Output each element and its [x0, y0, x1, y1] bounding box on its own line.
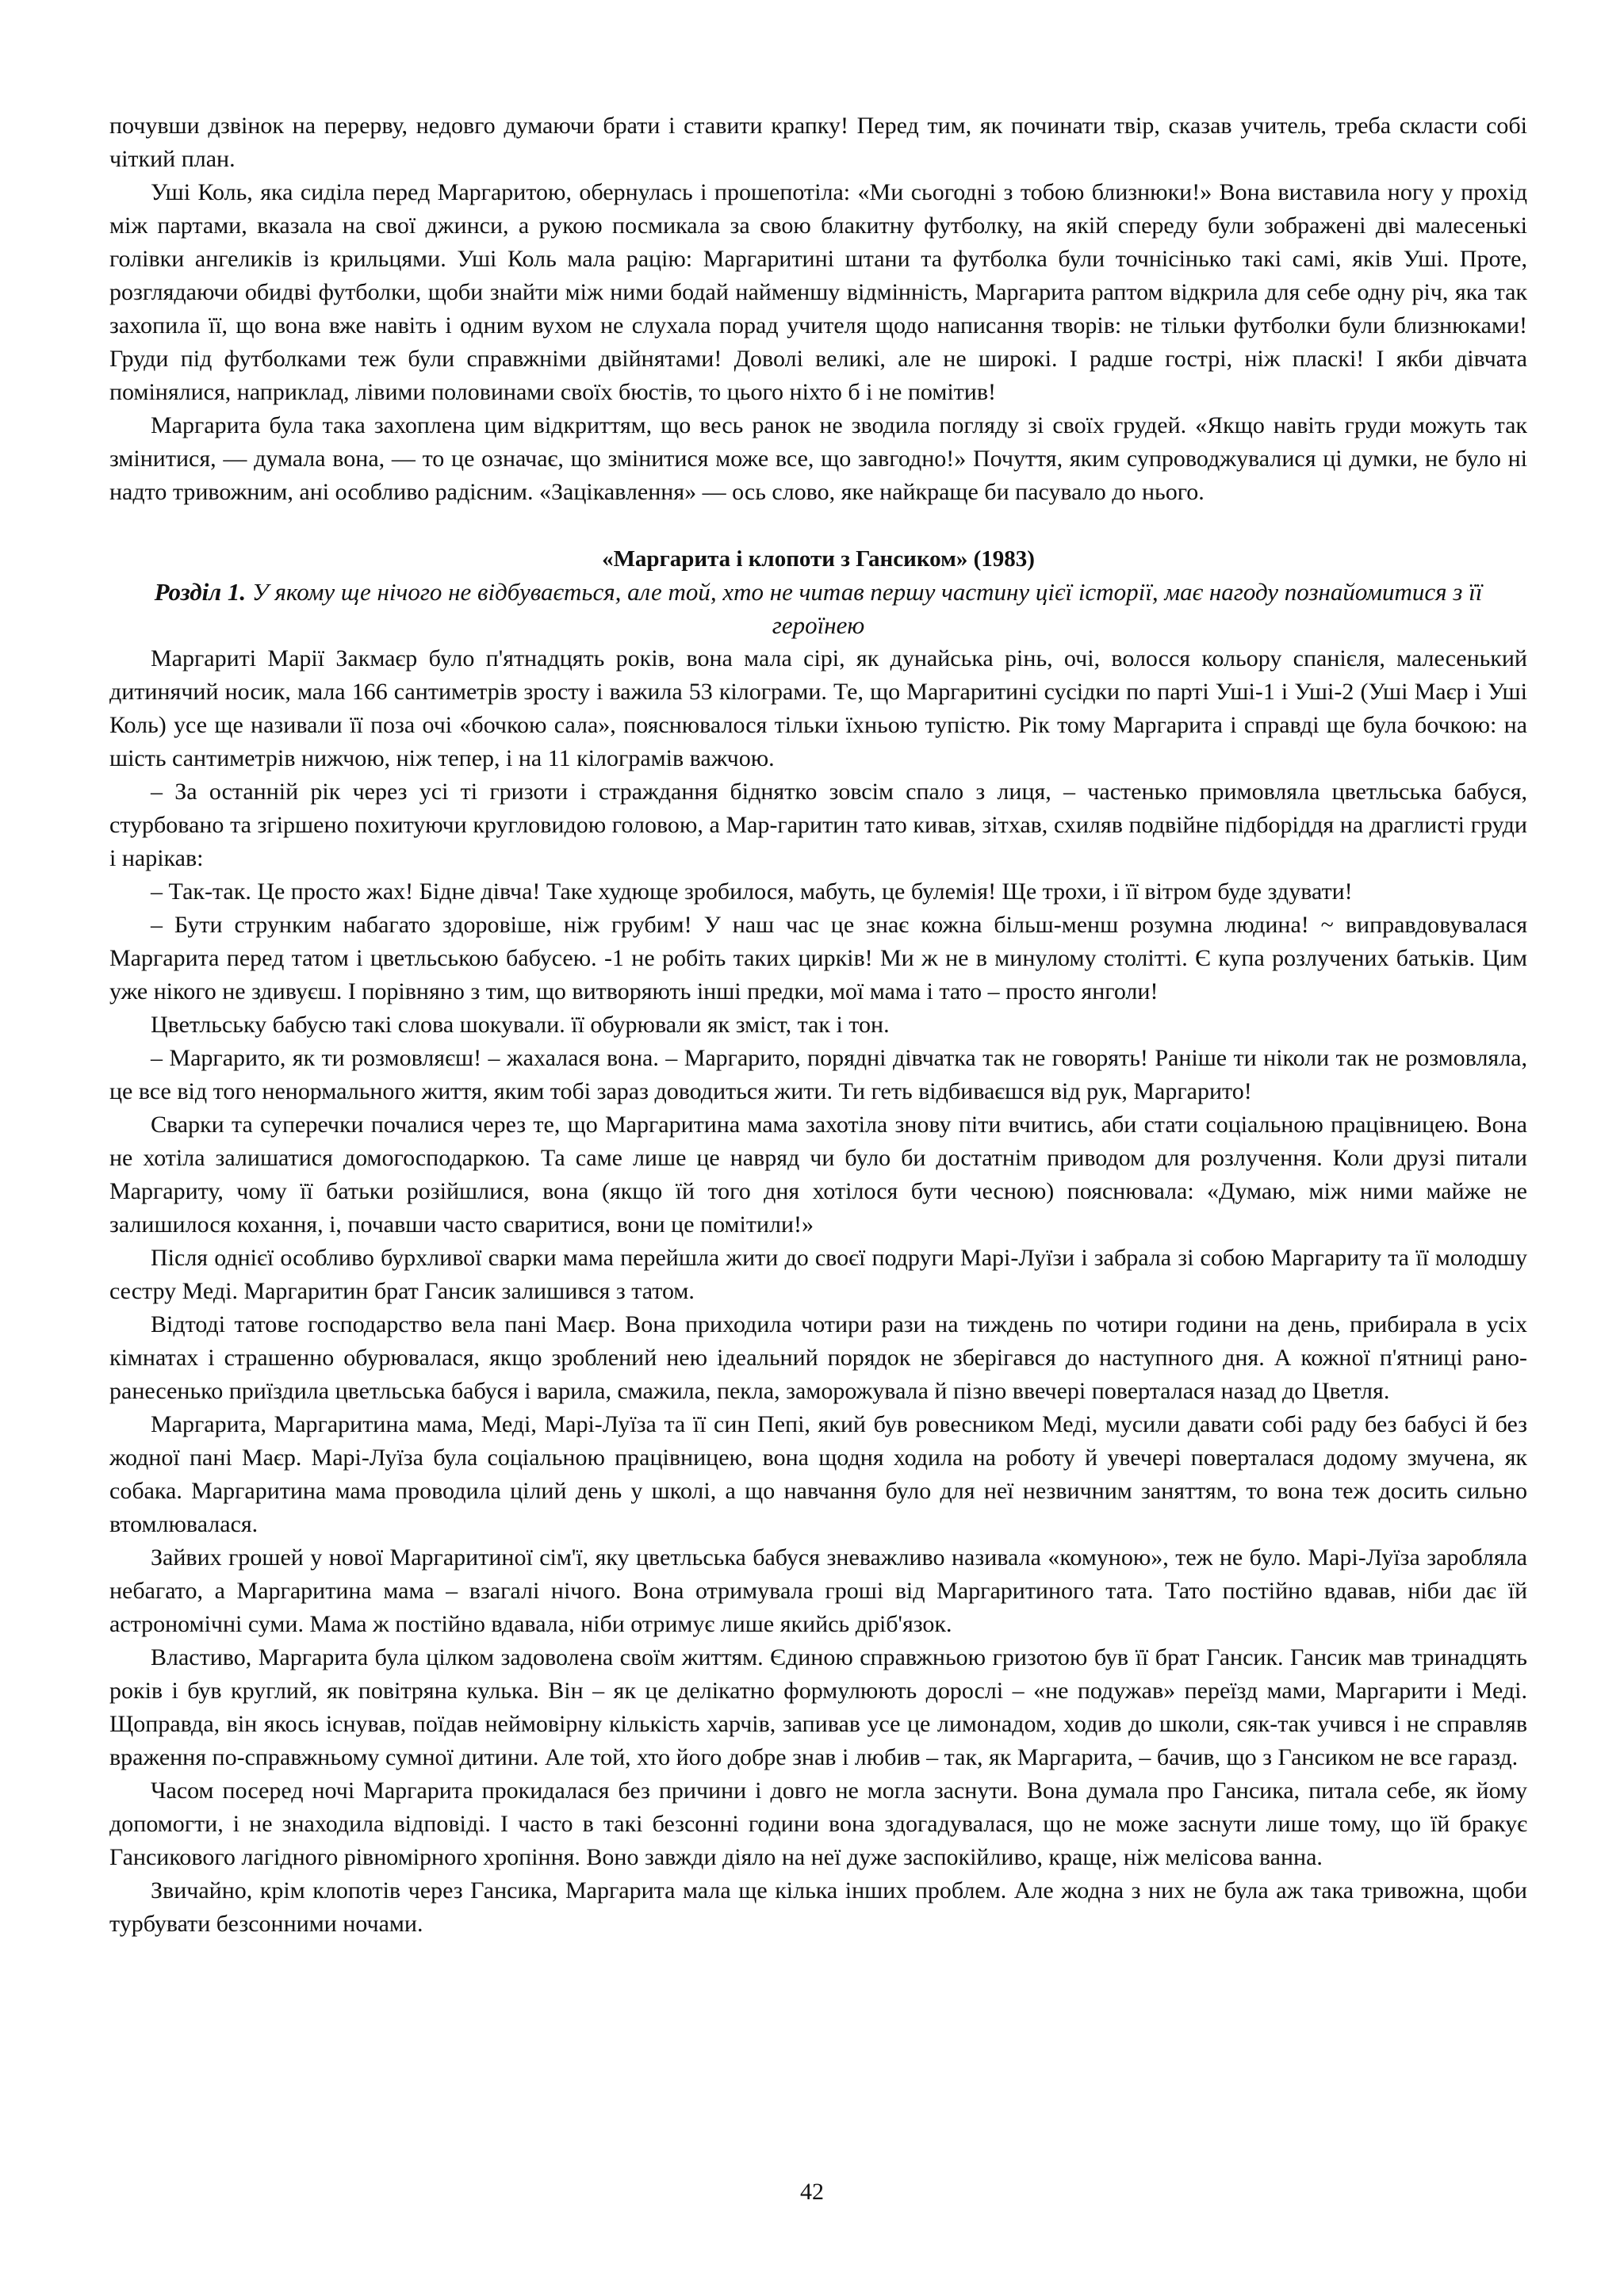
- paragraph: – Так-так. Це просто жах! Бідне дівча! Таке худюще зробилося, мабуть, це булемія! Ще трохи, і її вітром буде здувати!: [151, 878, 1353, 905]
- paragraph: Маргариті Марії Закмаєр було п'ятнадцять років, вона мала сірі, як дунайська рінь, очі, волосся кольору спанієля, малесенький дитинячий носик, мала 166 сантиметрів зросту і важила 53 кілограми. Те, що Маргаритині сусідки по парті Уші-1 і Уші-2 (Уші Маєр і Уші Коль) усе ще називали її поза очі «бочкою сала», пояснювалося тільки їхньою тупістю. Рік тому Маргарита і справді ще була бочкою: на шість сантиметрів нижчою, ніж тепер, і на 11 кілограмів важчою.: [109, 645, 1527, 771]
- paragraph: Після однієї особливо бурхливої сварки мама перейшла жити до своєї подруги Марі-Луїзи і забрала зі собою Маргариту та її молодшу сестру Меді. Маргаритин брат Гансик залишився з татом.: [109, 1245, 1527, 1304]
- paragraph: Цветльську бабусю такі слова шокували. її обурювали як зміст, так і тон.: [151, 1012, 890, 1038]
- paragraph: – За останній рік через усі ті гризоти і страждання біднятко зовсім спало з лиця, – частенько примовляла цветльська бабуся, стурбовано та згіршено похитуючи кругловидою головою, а Мар-гаритин тато кивав, зітхав, схиляв подвійне підборіддя на драглисті груди і нарікав:: [109, 779, 1527, 871]
- paragraph: – Бути струнким набагато здоровіше, ніж грубим! У наш час це знає кожна більш-менш розумна людина! ~ виправдовувалася Маргарита перед татом і цветльською бабусею. -1 не робіть таких цирків! Ми ж не в минулому столітті. Є купа розлучених батьків. Цим уже нікого не здивуєш. І порівняно з тим, що витворяють інші предки, мої мама і тато – просто янголи!: [109, 912, 1527, 1004]
- paragraph: Звичайно, крім клопотів через Гансика, Маргарита мала ще кілька інших проблем. Але жодна з них не була аж така тривожна, щоби турбувати безсонними ночами.: [109, 1877, 1527, 1937]
- paragraph: Зайвих грошей у нової Маргаритиної сім'ї, яку цветльська бабуся зневажливо називала «комуною», теж не було. Марі-Луїза заробляла небагато, а Маргаритина мама – взагалі нічого. Вона отримувала гроші від Маргаритиного тата. Тато постійно вдавав, ніби дає їй астрономічні суми. Мама ж постійно вдавала, ніби отримує лише якийсь дріб'язок.: [109, 1544, 1527, 1637]
- chapter-heading: [109, 576, 1527, 642]
- page-number: 42: [800, 2179, 824, 2205]
- book-title: «Маргарита і клопоти з Гансиком» (1983): [602, 546, 1035, 572]
- paragraph: Властиво, Маргарита була цілком задоволена своїм життям. Єдиною справжньою гризотою був її брат Гансик. Гансик мав тринадцять років і був круглий, як повітряна кулька. Він – як це делікатно формулюють дорослі – «не подужав» переїзд мами, Маргарити і Меді. Щоправда, він якось існував, поїдав неймовірну кількість харчів, запивав усе це лимонадом, ходив до школи, сяк-так учився і не справляв враження по-справжньому сумної дитини. Але той, хто його добре знав і любив – так, як Маргарита, – бачив, що з Гансиком не все гаразд.: [109, 1644, 1527, 1770]
- paragraph: Уші Коль, яка сиділа перед Маргаритою, обернулась і прошепотіла: «Ми сьогодні з тобою близнюки!» Вона виставила ногу у прохід між партами, вказала на свої джинси, а рукою посмикала за свою блакитну футболку, на якій спереду були зображені дві малесенькі голівки ангеликів із крильцями. Уші Коль мала рацію: Маргаритині штани та футболка були точнісінько такі самі, яків Уші. Проте, розглядаючи обидві футболки, щоби знайти між ними бодай найменшу відмінність, Маргарита раптом відкрила для себе одну річ, яка так захопила її, що вона вже навіть і одним вухом не слухала порад учителя щодо написання творів: не тільки футболки були близнюками! Груди під футболками теж були справжніми двійнятами! Доволі великі, але не широкі. І радше гострі, ніж пласкі! І якби дівчата помінялися, наприклад, лівими половинами своїх бюстів, то цього ніхто б і не помітив!: [109, 179, 1527, 405]
- paragraph: почувши дзвінок на перерву, недовго думаючи брати і ставити крапку! Перед тим, як починати твір, сказав учитель, треба скласти собі чіткий план.: [109, 113, 1527, 172]
- chapter-subtitle: У якому ще нічого не відбувається, але той, хто не читав першу частину цієї історії, має нагоду познайомитися з її героїнею: [251, 578, 1483, 639]
- paragraph: Маргарита була така захоплена цим відкриттям, що весь ранок не зводила погляду зі своїх грудей. «Якщо навіть груди можуть так змінитися, — думала вона, — то це означає, що змінитися може все, що завгодно!» Почуття, яким супроводжувалися ці думки, не було ні надто тривожним, ані особливо радісним. «Зацікавлення» — ось слово, яке найкраще би пасувало до нього.: [109, 412, 1527, 505]
- page-body: [109, 109, 1527, 1941]
- paragraph: Сварки та суперечки почалися через те, що Маргаритина мама захотіла знову піти вчитись, аби стати соціальною працівницею. Вона не хотіла залишатися домогосподаркою. Та саме лише це навряд чи було би достатнім приводом для розлучення. Коли друзі питали Маргариту, чому її батьки розійшлися, вона (якщо їй того дня хотілося бути чесною) пояснювала: «Думаю, між ними майже не залишилося кохання, і, почавши часто сваритися, вони це помітили!»: [109, 1112, 1527, 1238]
- paragraph: – Маргарито, як ти розмовляєш! – жахалася вона. – Маргарито, порядні дівчатка так не говорять! Раніше ти ніколи так не розмовляла, це все від того ненормального життя, яким тобі зараз доводиться жити. Ти геть відбиваєшся від рук, Маргарито!: [109, 1045, 1527, 1104]
- paragraph: Відтоді татове господарство вела пані Маєр. Вона приходила чотири рази на тиждень по чотири години на день, прибирала в усіх кімнатах і страшенно обурювалася, якщо зроблений нею ідеальний порядок не зберігався до наступного дня. А кожної п'ятниці рано-ранесенько приїздила цветльська бабуся і варила, смажила, пекла, заморожувала й пізно ввечері поверталася назад до Цветля.: [109, 1311, 1527, 1404]
- chapter-body: [109, 642, 1527, 1941]
- intro-section: [109, 109, 1527, 509]
- paragraph: Маргарита, Маргаритина мама, Меді, Марі-Луїза та її син Пепі, який був ровесником Меді, мусили давати собі раду без бабусі й без жодної пані Маєр. Марі-Луїза була соціальною працівницею, вона щодня ходила на роботу й увечері поверталася додому змучена, як собака. Маргаритина мама проводила цілий день у школі, а що навчання було для неї незвичним заняттям, то вона теж досить сильно втомлювалася.: [109, 1411, 1527, 1537]
- paragraph: Часом посеред ночі Маргарита прокидалася без причини і довго не могла заснути. Вона думала про Гансика, питала себе, як йому допомогти, і не знаходила відповіді. І часто в такі безсонні години вона здогадувалася, що не може заснути лише тому, що їй бракує Гансикового лагідного рівномірного хропіння. Воно завжди діяло на неї дуже заспокійливо, краще, ніж мелісова ванна.: [109, 1777, 1527, 1870]
- chapter-label: Розділ 1.: [154, 578, 247, 606]
